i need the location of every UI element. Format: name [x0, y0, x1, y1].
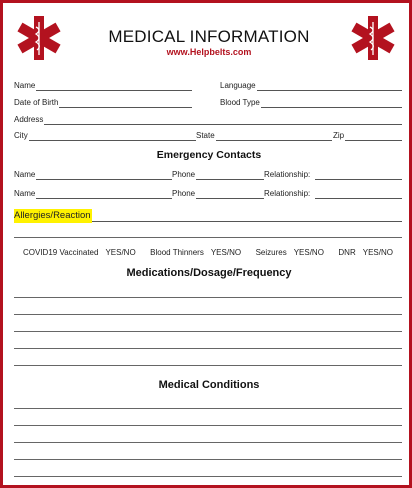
state-label: State	[196, 131, 215, 140]
medications-line[interactable]	[14, 297, 402, 298]
contact-phone-field[interactable]	[172, 169, 264, 181]
language-field[interactable]	[220, 80, 402, 92]
row-address	[14, 114, 402, 126]
dob-label: Date of Birth	[14, 98, 59, 107]
contact-phone-label: Phone	[172, 170, 196, 179]
allergies-row	[14, 209, 402, 223]
dob-field[interactable]	[14, 97, 192, 109]
medications-line[interactable]	[14, 365, 402, 366]
yes-no-option[interactable]: YES/NO	[293, 248, 324, 257]
medications-line[interactable]	[14, 348, 402, 349]
state-field[interactable]	[196, 130, 332, 142]
emergency-contact-row	[14, 188, 402, 200]
contact-relationship-field[interactable]	[264, 169, 402, 181]
seizures-label: Seizures	[255, 248, 287, 257]
blood-thinners-label: Blood Thinners	[150, 248, 204, 257]
contact-name-field[interactable]	[14, 169, 172, 181]
city-field[interactable]	[14, 130, 196, 142]
row-city-state-zip	[14, 130, 402, 142]
dnr-label: DNR	[338, 248, 356, 257]
contact-relationship-label: Relationship:	[264, 189, 311, 198]
allergies-line[interactable]	[14, 237, 402, 238]
address-field[interactable]	[14, 114, 402, 126]
yes-no-row	[23, 248, 393, 257]
contact-phone-label: Phone	[172, 189, 196, 198]
yes-no-option[interactable]: YES/NO	[105, 248, 136, 257]
city-label: City	[14, 131, 28, 140]
language-label: Language	[220, 81, 256, 90]
contact-relationship-label: Relationship:	[264, 170, 311, 179]
covid-vaccinated-label: COVID19 Vaccinated	[23, 248, 99, 257]
medications-line[interactable]	[14, 314, 402, 315]
page-title: MEDICAL INFORMATION	[108, 27, 310, 46]
contact-name-field[interactable]	[14, 188, 172, 200]
yes-no-option[interactable]: YES/NO	[362, 248, 393, 257]
seizures-item[interactable]	[256, 248, 324, 257]
name-field[interactable]	[14, 80, 192, 92]
dnr-item[interactable]	[338, 248, 393, 257]
zip-field[interactable]	[333, 130, 402, 142]
row-dob-blood	[14, 97, 402, 109]
blood-thinners-item[interactable]	[150, 248, 241, 257]
website-link[interactable]: www.Helpbelts.com	[166, 47, 252, 57]
contact-name-label: Name	[14, 189, 36, 198]
conditions-line[interactable]	[14, 408, 402, 409]
zip-label: Zip	[333, 131, 345, 140]
blood-type-label: Blood Type	[220, 98, 260, 107]
contact-name-label: Name	[14, 170, 36, 179]
conditions-line[interactable]	[14, 442, 402, 443]
emergency-contact-row	[14, 169, 402, 181]
contact-relationship-field[interactable]	[264, 188, 402, 200]
conditions-line[interactable]	[14, 476, 402, 477]
conditions-line[interactable]	[14, 459, 402, 460]
allergies-label: Allergies/Reaction	[14, 210, 91, 221]
address-label: Address	[14, 115, 44, 124]
yes-no-option[interactable]: YES/NO	[210, 248, 242, 257]
medications-line[interactable]	[14, 331, 402, 332]
emergency-contacts-heading: Emergency Contacts	[156, 149, 262, 161]
name-label: Name	[14, 81, 36, 90]
medications-heading: Medications/Dosage/Frequency	[126, 267, 292, 279]
covid-vaccinated-item[interactable]	[23, 248, 136, 257]
contact-phone-field[interactable]	[172, 188, 264, 200]
allergies-field[interactable]	[14, 209, 402, 223]
medical-conditions-heading: Medical Conditions	[158, 379, 260, 391]
conditions-line[interactable]	[14, 425, 402, 426]
row-name-language	[14, 80, 402, 92]
blood-type-field[interactable]	[220, 97, 402, 109]
